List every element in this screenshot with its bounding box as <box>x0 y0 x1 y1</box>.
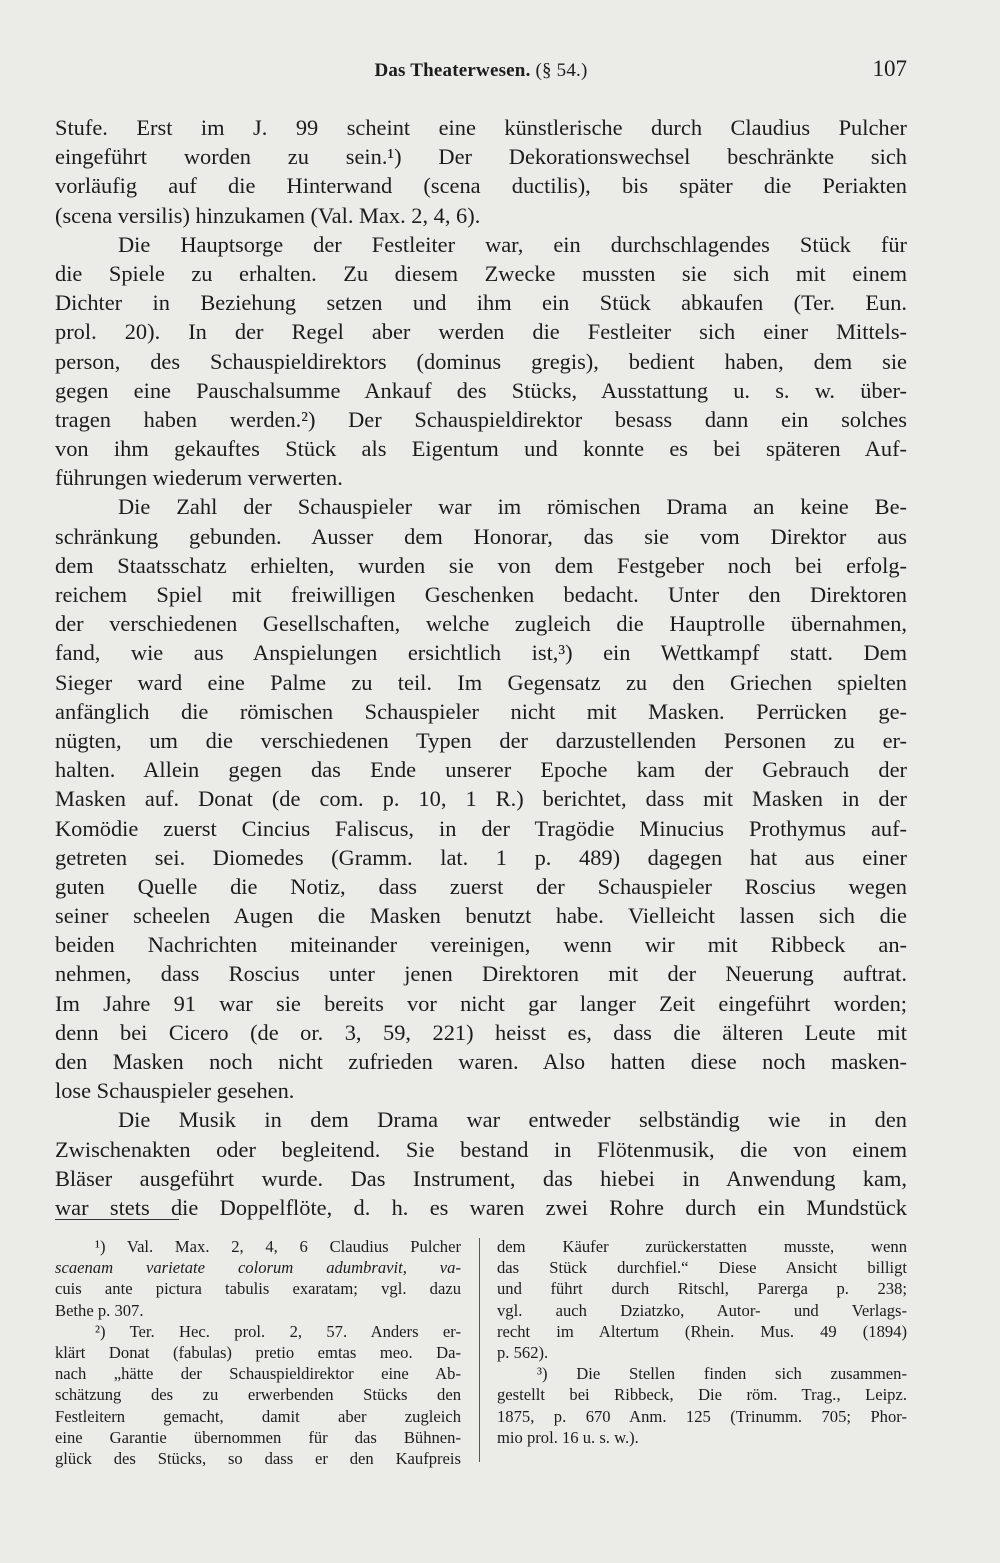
text-line: denn bei Cicero (de or. 3, 59, 221) heisst es, dass die älteren Leute mit <box>55 1019 907 1045</box>
footnote-line: und führt durch Ritschl, Parerga p. 238; <box>497 1279 907 1299</box>
page-number: 107 <box>872 56 907 81</box>
footnote-line: glück des Stücks, so dass er den Kaufpreis <box>55 1448 461 1468</box>
footnote-line: das Stück durchfiel.“ Diese Ansicht billigt <box>497 1258 907 1278</box>
footnote-line: gestellt bei Ribbeck, Die röm. Trag., Leipz. <box>497 1385 907 1405</box>
main-text <box>55 113 907 1222</box>
running-head-section: (§ 54.) <box>535 60 588 81</box>
footnote-line: cuis ante pictura tabulis exaratam; vgl. dazu <box>55 1279 461 1299</box>
text-line: halten. Allein gegen das Ende unserer Epoche kam der Gebrauch der <box>55 757 907 783</box>
footnote-line: 1875, p. 670 Anm. 125 (Trinumm. 705; Phor- <box>497 1406 907 1426</box>
footnote-column-divider <box>479 1238 480 1462</box>
text-line: person, des Schauspieldirektors (dominus gregis), bedient haben, dem sie <box>55 348 907 374</box>
footnote-line: dem Käufer zurückerstatten musste, wenn <box>497 1237 907 1256</box>
text-line: dem Staatsschatz erhielten, wurden sie von dem Festgeber noch bei erfolg- <box>55 552 907 578</box>
text-line: den Masken noch nicht zufrieden waren. Also hatten diese noch masken- <box>55 1049 907 1074</box>
footnote-line: ¹) Val. Max. 2, 4, 6 Claudius Pulcher <box>95 1237 461 1256</box>
text-line: Im Jahre 91 war sie bereits vor nicht gar langer Zeit eingeführt worden; <box>55 990 907 1016</box>
text-line: Komödie zuerst Cincius Faliscus, in der Tragödie Minucius Prothymus auf- <box>55 815 907 841</box>
text-line: lose Schauspieler gesehen. <box>55 1078 295 1104</box>
text-line: gegen eine Pauschalsumme Ankauf des Stücks, Ausstattung u. s. w. über- <box>55 377 907 403</box>
text-line: nehmen, dass Roscius unter jenen Direktoren mit der Neuerung auftrat. <box>55 961 907 987</box>
page-header <box>55 56 907 90</box>
text-line: guten Quelle die Notiz, dass zuerst der Schauspieler Roscius wegen <box>55 873 907 899</box>
text-line: Die Zahl der Schauspieler war im römischen Drama an keine Be- <box>118 494 907 520</box>
footnote-line: eine Garantie übernommen für das Bühnen- <box>55 1427 461 1447</box>
text-line: seiner scheelen Augen die Masken benutzt habe. Vielleicht lassen sich die <box>55 903 907 929</box>
text-line: anfänglich die römischen Schauspieler nicht mit Masken. Perrücken ge- <box>55 698 907 724</box>
text-line: reichem Spiel mit freiwilligen Geschenken bedacht. Unter den Direktoren <box>55 582 907 607</box>
text-line: Bläser ausgeführt wurde. Das Instrument, das hiebei in Anwendung kam, <box>55 1165 907 1191</box>
text-line: vorläufig auf die Hinterwand (scena ductilis), bis später die Periakten <box>55 173 907 199</box>
text-line: eingeführt worden zu sein.¹) Der Dekorationswechsel beschränkte sich <box>55 144 907 170</box>
footnote-line: ³) Die Stellen finden sich zusammen- <box>537 1364 907 1384</box>
footnote-line: Bethe p. 307. <box>55 1300 144 1320</box>
text-line: schränkung gebunden. Ausser dem Honorar, das sie vom Direktor aus <box>55 523 907 549</box>
footnote-line: nach „hätte der Schauspieldirektor eine Ab- <box>55 1364 461 1384</box>
text-line: Sieger ward eine Palme zu teil. Im Gegensatz zu den Griechen spielten <box>55 669 907 695</box>
footnote-line: recht im Altertum (Rhein. Mus. 49 (1894) <box>497 1321 907 1341</box>
text-line: Zwischenakten oder begleitend. Sie bestand in Flötenmusik, die von einem <box>55 1136 907 1162</box>
text-line: Die Musik in dem Drama war entweder selbständig wie in den <box>118 1107 907 1133</box>
running-head <box>55 60 907 82</box>
text-line: von ihm gekauftes Stück als Eigentum und konnte es bei späteren Auf- <box>55 436 907 462</box>
text-line: nügten, um die verschiedenen Typen der darzustellenden Personen zu er- <box>55 727 907 753</box>
text-line: die Spiele zu erhalten. Zu diesem Zwecke mussten sie sich mit einem <box>55 260 907 286</box>
text-line: führungen wiederum verwerten. <box>55 465 343 491</box>
text-line: tragen haben werden.²) Der Schauspieldirektor besass dann ein solches <box>55 406 907 432</box>
text-line: beiden Nachrichten miteinander vereinigen, wenn wir mit Ribbeck an- <box>55 932 907 958</box>
text-line: Dichter in Beziehung setzen und ihm ein Stück abkaufen (Ter. Eun. <box>55 290 907 316</box>
footnote-line: Festleitern gemacht, damit aber zugleich <box>55 1406 461 1426</box>
text-line: Stufe. Erst im J. 99 scheint eine künstlerische durch Claudius Pulcher <box>55 115 907 140</box>
text-line: der verschiedenen Gesellschaften, welche zugleich die Hauptrolle übernahmen, <box>55 611 907 637</box>
footnote-line: mio prol. 16 u. s. w.). <box>497 1427 639 1447</box>
text-line: Masken auf. Donat (de com. p. 10, 1 R.) berichtet, dass mit Masken in der <box>55 786 907 812</box>
footnote-line: klärt Donat (fabulas) pretio emtas meo. Da- <box>55 1342 461 1362</box>
footnote-line: vgl. auch Dziatzko, Autor- und Verlags- <box>497 1300 907 1320</box>
text-line: prol. 20). In der Regel aber werden die Festleiter sich einer Mittels- <box>55 319 907 345</box>
footnotes-right-column <box>497 1236 907 1448</box>
running-head-title: Das Theaterwesen. <box>374 60 531 81</box>
footnotes-left-column <box>55 1236 461 1469</box>
text-line: fand, wie aus Anspielungen ersichtlich ist,³) ein Wettkampf statt. Dem <box>55 640 907 666</box>
footnote-rule <box>55 1219 179 1220</box>
footnote-line: scaenam varietate colorum adumbravit, va- <box>55 1258 461 1278</box>
footnote-line: schätzung des zu erwerbenden Stücks den <box>55 1385 461 1405</box>
text-line: (scena versilis) hinzukamen (Val. Max. 2, 4, 6). <box>55 202 481 228</box>
text-line: Die Hauptsorge der Festleiter war, ein durchschlagendes Stück für <box>118 231 907 257</box>
text-line: war stets die Doppelflöte, d. h. es waren zwei Rohre durch ein Mundstück <box>55 1194 907 1220</box>
footnote-line: p. 562). <box>497 1342 549 1362</box>
text-line: getreten sei. Diomedes (Gramm. lat. 1 p. 489) dagegen hat aus einer <box>55 844 907 870</box>
footnote-line: ²) Ter. Hec. prol. 2, 57. Anders er- <box>95 1321 461 1341</box>
